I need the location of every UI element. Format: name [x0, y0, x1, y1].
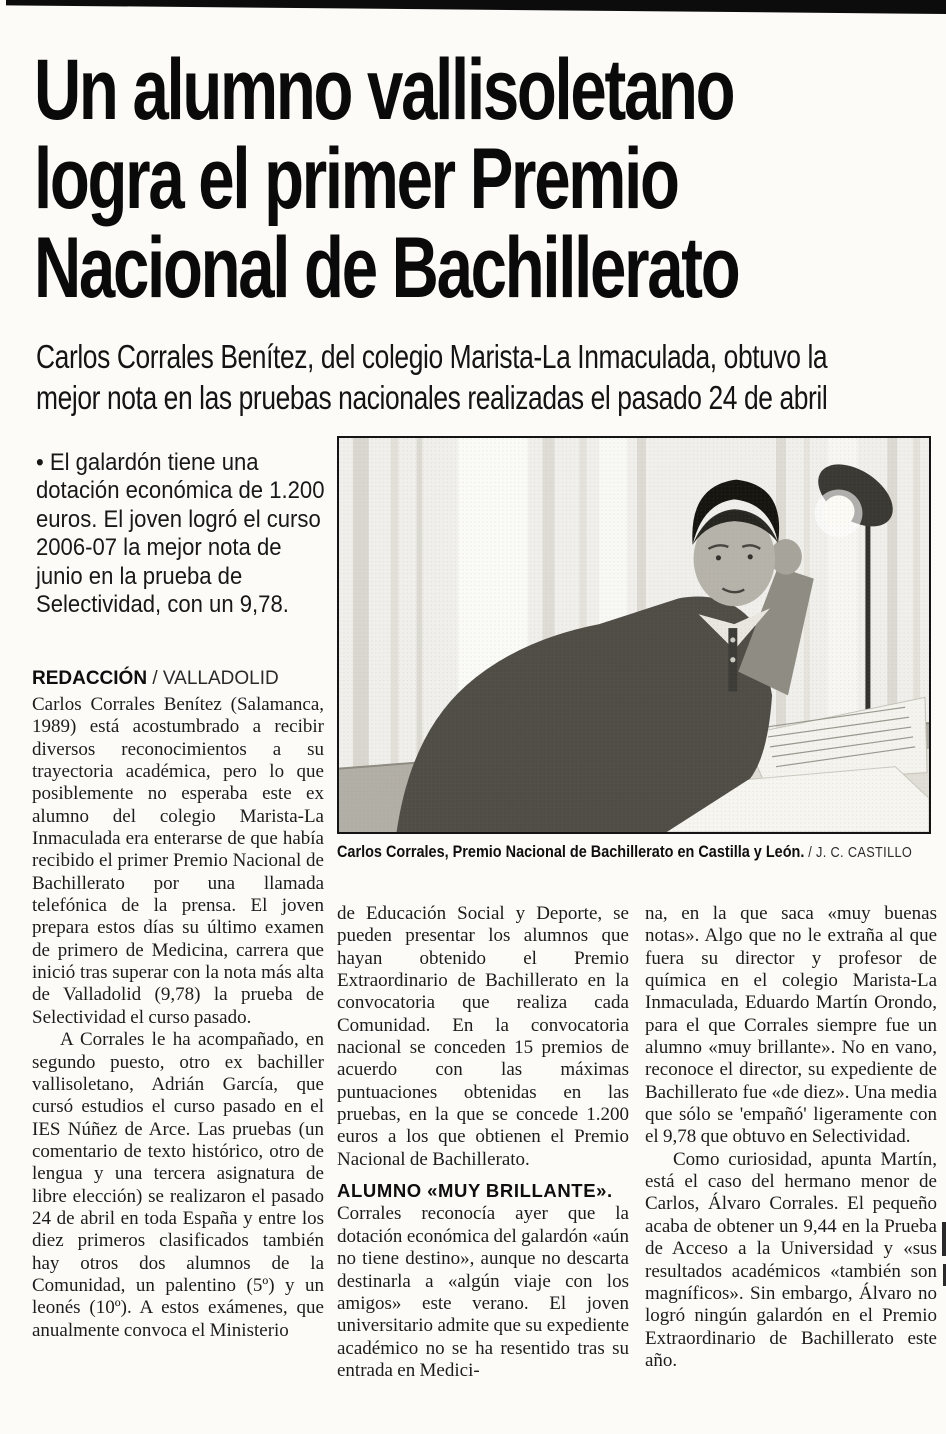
scan-edge-artifact: [942, 1222, 946, 1256]
subtitle-line: Carlos Corrales Benítez, del colegio Marista-La Inmaculada, obtuvo la: [36, 338, 828, 375]
byline-author: REDACCIÓN: [32, 668, 148, 689]
section-subhead: ALUMNO «MUY BRILLANTE».: [337, 1180, 613, 1202]
photo-illustration: [339, 438, 929, 832]
caption-text: Carlos Corrales, Premio Nacional de Bachillerato en Castilla y León.: [337, 842, 805, 861]
caption-credit: / J. C. CASTILLO: [804, 844, 913, 861]
paragraph: de Educación Social y Deporte, se pueden presentar los alumnos que hayan obtenido el Premio Extraordinario de Bachillerato en la convocatoria que realiza cada Comunidad. En la convocatoria nacional se conceden 15 premios de acuerdo con las máximas puntuaciones obtenidas en las pruebas, en la que se concede 1.200 euros a los que obtienen el Premio Nacional de Bachillerato.: [337, 903, 629, 1170]
photo-caption: [337, 841, 932, 864]
paragraph: na, en la que saca «muy buenas notas». Algo que no le extraña al que fuera su director y profesor de química en el colegio Marista-La Inmaculada, Eduardo Martín Orondo, para el que Corrales siempre fue un alumno «muy brillante». No en vano, reconoce el director, su expediente de Bachillerato fue «de diez». Una media que sólo se 'empañó' ligeramente con el 9,78 que obtuvo en Selectividad.: [645, 903, 937, 1148]
article-lead-summary: • El galardón tiene una dotación económica de 1.200 euros. El joven logró el curso 2006-07 la mejor nota de junio en la prueba de Selectividad, con un 9,78.: [36, 449, 325, 619]
paragraph: A Corrales le ha acompañado, en segundo puesto, otro ex bachiller vallisoletano, Adrián García, que cursó estudios el curso pasado en el IES Núñez de Arce. Las pruebas (un comentario de texto histórico, otro de lengua y una tercera asignatura de libre elección) se realizaron el pasado 24 de abril en toda España y entre los diez primeros clasificados también hay otros dos alumnos de la Comunidad, un palentino (5º) y un leonés (10º). A estos exámenes, que anualmente convoca el Ministerio: [32, 1029, 324, 1341]
byline: [32, 668, 279, 690]
subtitle-line: mejor nota en las pruebas nacionales realizadas el pasado 24 de abril: [36, 379, 828, 416]
column-right: [645, 903, 937, 1372]
headline-line: Nacional de Bachillerato: [34, 220, 739, 316]
headline-line: logra el primer Premio: [34, 131, 678, 227]
headline-line: Un alumno vallisoletano: [34, 42, 734, 138]
article-subtitle: [36, 336, 924, 418]
halftone-texture: [339, 438, 929, 832]
page-top-rule: [6, 0, 946, 14]
column-left: [32, 694, 324, 1342]
paragraph: Carlos Corrales Benítez (Salamanca, 1989) está acostumbrado a recibir diversos reconocimientos a su trayectoria académica, pero lo que posiblemente no esperaba este ex alumno del colegio Marista-La Inmaculada era enterarse de que había recibido el primer Premio Nacional de Bachillerato por una llamada telefónica de la prensa. El joven prepara estos días su último examen de primero de Medicina, carrera que inició tras superar con la nota más alta de Valladolid (9,78) la prueba de Selectividad el curso pasado.: [32, 694, 324, 1028]
column-middle: [337, 903, 629, 1382]
article-photo: [337, 436, 931, 834]
article-headline: [34, 42, 931, 316]
byline-location: / VALLADOLID: [147, 668, 279, 689]
paragraph: Corrales reconocía ayer que la dotación económica del galardón «aún no tiene destino», aunque no descarta destinarla a «algún viaje con los amigos» este verano. El joven universitario admite que su expediente académico no se ha resentido tras su entrada en Medici-: [337, 1203, 629, 1381]
paragraph: Como curiosidad, apunta Martín, está el caso del hermano menor de Carlos, Álvaro Corrales. El pequeño acaba de obtener un 9,44 en la Prueba de Acceso a la Universidad y «sus resultados académicos «también son magníficos». Sin embargo, Álvaro no logró ningún galardón en el Premio Extraordinario de Bachillerato este año.: [645, 1148, 937, 1371]
